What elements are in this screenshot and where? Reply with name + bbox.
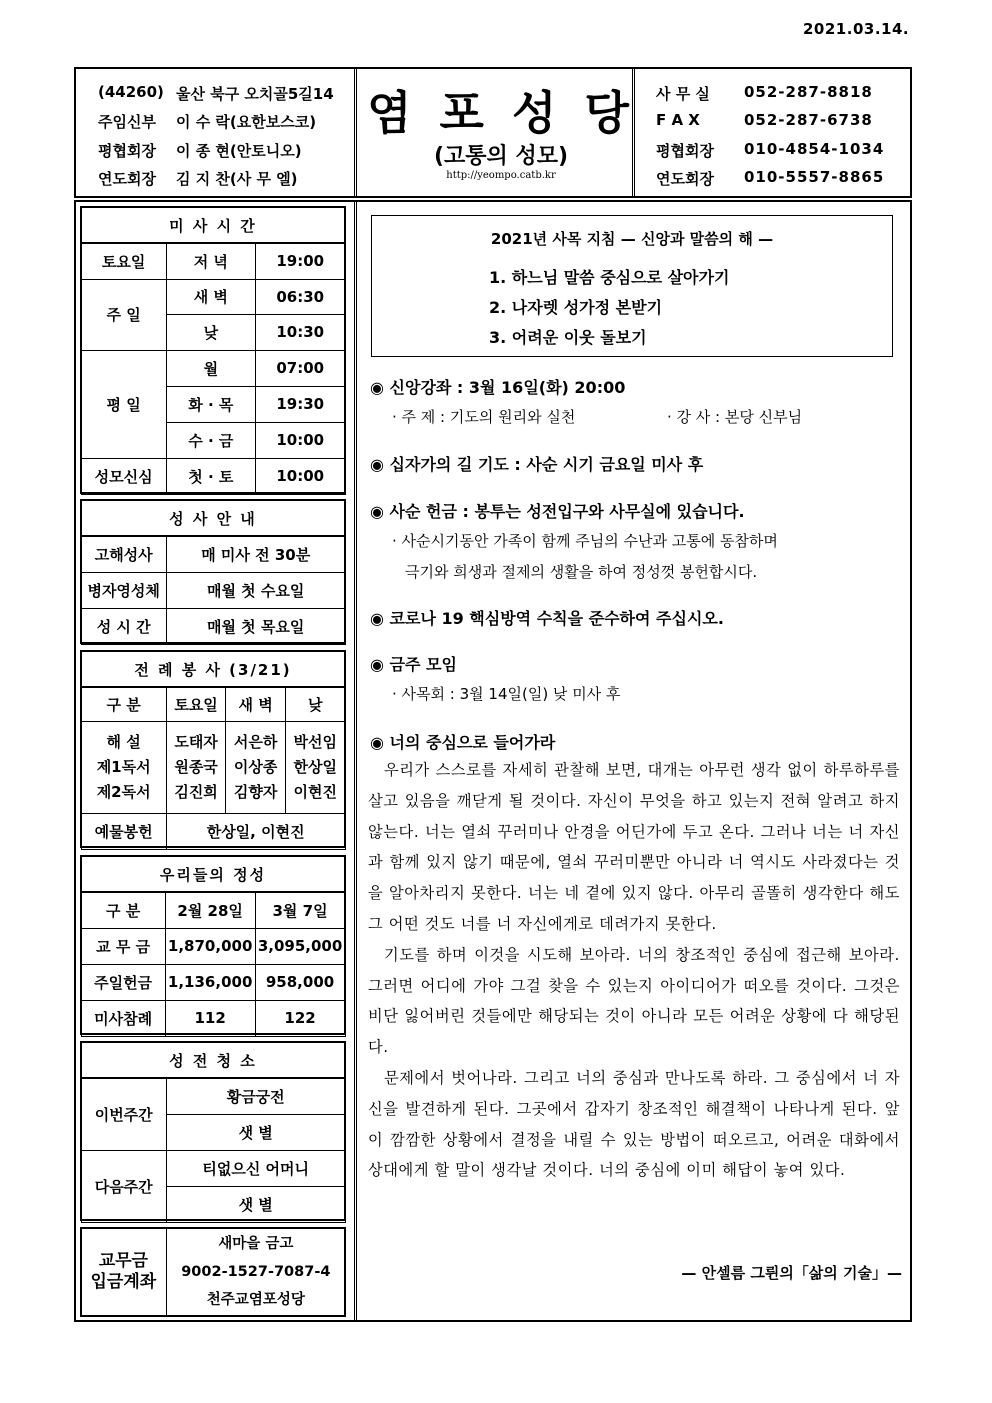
essay-paragraph: 우리가 스스로를 자세히 관찰해 보면, 대개는 아무런 생각 없이 하루하루를 살고 있음을 깨닫게 될 것이다. 자신이 무엇을 하고 있는지 전혀 알려고 하지 않는다. 너는 열쇠 꾸러미나 안경을 어딘가에 두고 온다. 그러나 너는 너 자신과 함께 있지 않기 때문에, 열쇠 꾸러미뿐만 아니라 너 역시도 사라졌다는 것을 알아차리지 못한다. 너는 네 곁에 있지 않다. 아무리 골똘히 생각한다 해도 그 어떤 것도 너를 너 자신에게로 데려가지 못한다. bbox=[368, 761, 900, 933]
finance-value: 1,136,000 bbox=[165, 964, 255, 1000]
prayer-label: 연도회장 bbox=[98, 170, 156, 188]
saturday-slot: 저 녁 bbox=[166, 243, 255, 279]
policy-title: 2021년 사목 지침 — 신앙과 말씀의 해 — bbox=[490, 230, 774, 248]
liturgy-role: 해 설 bbox=[106, 732, 141, 751]
liturgy-role: 제2독서 bbox=[96, 782, 151, 801]
cleaning-table bbox=[80, 1041, 346, 1223]
finance-label: 주일헌금 bbox=[81, 964, 165, 1000]
header-box bbox=[74, 67, 912, 198]
column-divider bbox=[354, 202, 357, 1320]
finance-header: 구 분 bbox=[81, 892, 165, 928]
council-phone: 010-4854-1034 bbox=[744, 140, 885, 158]
weekday-label: 평 일 bbox=[81, 350, 166, 458]
weekday-time: 10:00 bbox=[255, 422, 345, 458]
pastor-label: 주임신부 bbox=[98, 113, 156, 131]
church-name: 염 포 성 당 bbox=[367, 86, 635, 140]
bulletin-date: 2021.03.14. bbox=[803, 20, 910, 38]
sunday-time: 10:30 bbox=[255, 314, 345, 350]
sunday-slot: 새 벽 bbox=[166, 279, 255, 314]
finance-value: 122 bbox=[255, 1000, 345, 1036]
liturgy-table bbox=[80, 650, 346, 850]
weekday-slot: 월 bbox=[166, 350, 255, 386]
cleaning-group: 샛 별 bbox=[166, 1186, 345, 1222]
sacrament-label: 성 시 간 bbox=[81, 608, 166, 644]
offering-value: 한상일, 이현진 bbox=[166, 813, 345, 849]
cleaning-group: 티없으신 어머니 bbox=[166, 1150, 345, 1186]
council-phone-label: 평협회장 bbox=[656, 142, 714, 160]
cleaning-group: 샛 별 bbox=[166, 1114, 345, 1150]
council-name: 이 종 현(안토니오) bbox=[176, 142, 302, 160]
essay-paragraph: 문제에서 벗어나라. 그리고 너의 중심과 만나도록 하라. 그 중심에서 너 자신을 발견하게 된다. 그곳에서 갑자기 창조적인 해결책이 나타나게 된다. 앞이 깜깜한 상황에서 결정을 내릴 수 있는 방법이 떠오르고, 어려운 대화에서 상대에게 할 말이 생각날 것이다. 너의 중심에 이미 해답이 놓여 있다. bbox=[368, 1068, 900, 1180]
liturgy-name: 박선임 bbox=[293, 732, 337, 751]
weekday-time: 07:00 bbox=[255, 350, 345, 386]
notice-lecture-title: ◉ 신앙강좌 : 3월 16일(화) 20:00 bbox=[370, 378, 626, 397]
notice-lecture-topic: · 주 제 : 기도의 원리와 실천 bbox=[392, 408, 576, 426]
weekday-slot: 화 · 목 bbox=[166, 386, 255, 422]
prayer-name: 김 지 찬(사 무 엘) bbox=[176, 170, 298, 188]
liturgy-name: 김진희 bbox=[174, 782, 218, 801]
council-label: 평협회장 bbox=[98, 142, 156, 160]
sacrament-value: 매월 첫 목요일 bbox=[166, 608, 345, 644]
weekday-time: 19:30 bbox=[255, 386, 345, 422]
liturgy-name: 이상종 bbox=[233, 757, 278, 776]
next-week-label: 다음주간 bbox=[81, 1150, 166, 1222]
address: 울산 북구 오치골5길14 bbox=[176, 85, 334, 103]
liturgy-header: 구 분 bbox=[81, 687, 166, 721]
church-subtitle: (고통의 성모) bbox=[433, 144, 569, 169]
essay-paragraph: 기도를 하며 이것을 시도해 보아라. 너의 창조적인 중심에 접근해 보아라. 그러면 어디에 가야 그걸 찾을 수 있는지 아이디어가 떠오를 것이다. 그것은 비단 잃어버린 것들에만 해당되는 것이 아니라 모든 어려운 상황에 다 해당된다. bbox=[368, 945, 900, 1057]
policy-item: 3. 어려운 이웃 돌보기 bbox=[489, 328, 647, 347]
liturgy-role: 제1독서 bbox=[96, 757, 151, 776]
liturgy-name: 원종국 bbox=[174, 757, 218, 776]
marian-slot: 첫 · 토 bbox=[166, 458, 255, 494]
finance-header: 3월 7일 bbox=[255, 892, 345, 928]
postal-code: (44260) bbox=[98, 83, 164, 101]
sunday-slot: 낮 bbox=[166, 314, 255, 350]
prayer-phone-label: 연도회장 bbox=[656, 170, 714, 188]
account-label: 교무금 bbox=[98, 1250, 148, 1271]
prayer-phone: 010-5557-8865 bbox=[744, 168, 885, 186]
office-label: 사 무 실 bbox=[656, 85, 710, 103]
saturday-label: 토요일 bbox=[81, 243, 166, 279]
account-table bbox=[80, 1227, 346, 1316]
sunday-label: 주 일 bbox=[81, 279, 166, 350]
liturgy-name: 김향자 bbox=[233, 782, 278, 801]
fax-number: 052-287-6738 bbox=[744, 111, 873, 129]
church-url[interactable]: http://yeompo.catb.kr bbox=[446, 170, 556, 181]
notice-lent-offering-title: ◉ 사순 헌금 : 봉투는 성전입구와 사무실에 있습니다. bbox=[370, 502, 745, 521]
cleaning-title: 성 전 청 소 bbox=[81, 1042, 345, 1078]
notice-stations-title: ◉ 십자가의 길 기도 : 사순 시기 금요일 미사 후 bbox=[370, 455, 704, 474]
marian-time: 10:00 bbox=[255, 458, 345, 494]
sacrament-table bbox=[80, 499, 346, 645]
saturday-time: 19:00 bbox=[255, 243, 345, 279]
sacrament-label: 고해성사 bbox=[81, 536, 166, 572]
sacrament-label: 병자영성체 bbox=[81, 572, 166, 608]
finance-value: 958,000 bbox=[255, 964, 345, 1000]
sacrament-value: 매 미사 전 30분 bbox=[166, 536, 345, 572]
liturgy-name: 서은하 bbox=[233, 732, 278, 751]
finance-label: 미사참례 bbox=[81, 1000, 165, 1036]
finance-title: 우리들의 정성 bbox=[81, 856, 345, 892]
finance-label: 교 무 금 bbox=[81, 928, 165, 964]
account-bank: 새마을 금고 bbox=[218, 1235, 294, 1252]
cleaning-group: 황금궁전 bbox=[166, 1078, 345, 1114]
liturgy-name: 이현진 bbox=[293, 782, 337, 801]
notice-lent-offering-text: · 사순시기동안 가족이 함께 주님의 수난과 고통에 동참하며 bbox=[392, 532, 778, 550]
liturgy-name: 도태자 bbox=[174, 732, 218, 751]
pastor-name: 이 수 락(요한보스코) bbox=[176, 113, 317, 131]
offering-label: 예물봉헌 bbox=[81, 813, 166, 849]
notice-meeting-title: ◉ 금주 모임 bbox=[370, 655, 457, 674]
account-holder: 천주교염포성당 bbox=[206, 1291, 305, 1308]
policy-item: 2. 나자렛 성가정 본받기 bbox=[489, 298, 663, 317]
finance-value: 3,095,000 bbox=[255, 928, 345, 964]
liturgy-header: 토요일 bbox=[166, 687, 226, 721]
notice-lecture-speaker: · 강 사 : 본당 신부님 bbox=[667, 408, 803, 426]
pastoral-policy-box bbox=[371, 215, 893, 357]
notice-lent-offering-text: 극기와 희생과 절제의 생활을 하여 정성껏 봉헌합시다. bbox=[405, 563, 758, 581]
finance-table bbox=[80, 855, 346, 1037]
sacrament-value: 매월 첫 수요일 bbox=[166, 572, 345, 608]
essay-source: — 안셀름 그륀의「삶의 기술」— bbox=[681, 1264, 902, 1282]
office-phone: 052-287-8818 bbox=[744, 83, 873, 101]
account-label: 입금계좌 bbox=[90, 1271, 157, 1292]
fax-label: F A X bbox=[656, 111, 700, 129]
liturgy-title: 전 례 봉 사 (3/21) bbox=[81, 651, 345, 687]
liturgy-header: 새 벽 bbox=[226, 687, 286, 721]
sacrament-title: 성 사 안 내 bbox=[81, 500, 345, 536]
weekday-slot: 수 · 금 bbox=[166, 422, 255, 458]
essay-title: ◉ 너의 중심으로 들어가라 bbox=[370, 733, 556, 752]
finance-value: 1,870,000 bbox=[165, 928, 255, 964]
mass-times-table bbox=[80, 206, 346, 495]
mass-times-title: 미 사 시 간 bbox=[81, 207, 345, 243]
liturgy-name: 한상일 bbox=[293, 757, 337, 776]
finance-header: 2월 28일 bbox=[165, 892, 255, 928]
marian-label: 성모신심 bbox=[81, 458, 166, 494]
notice-meeting-text: · 사목회 : 3월 14일(일) 낮 미사 후 bbox=[392, 685, 621, 703]
finance-value: 112 bbox=[165, 1000, 255, 1036]
header-divider bbox=[354, 69, 355, 196]
liturgy-header: 낮 bbox=[285, 687, 345, 721]
account-number: 9002-1527-7087-4 bbox=[181, 1263, 331, 1280]
essay-body bbox=[368, 755, 900, 1186]
header-divider bbox=[356, 69, 357, 196]
notice-covid-title: ◉ 코로나 19 핵심방역 수칙을 준수하여 주십시오. bbox=[370, 609, 724, 628]
this-week-label: 이번주간 bbox=[81, 1078, 166, 1150]
policy-item: 1. 하느님 말씀 중심으로 살아가기 bbox=[489, 268, 730, 287]
sunday-time: 06:30 bbox=[255, 279, 345, 314]
